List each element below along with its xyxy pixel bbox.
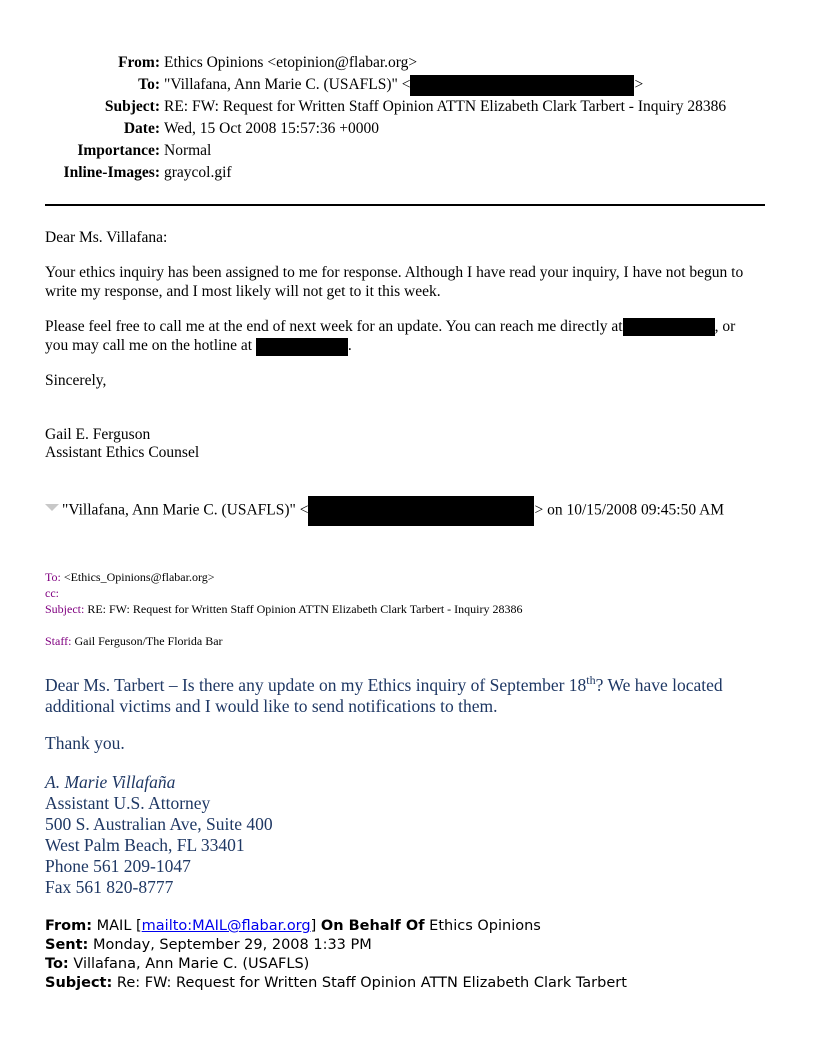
quoted-subject-label: Subject: — [45, 602, 85, 616]
reply-paragraph-2-part-d: . — [347, 337, 352, 355]
forwarded-from-row — [45, 917, 541, 936]
forwarded-from-label: From: — [45, 918, 92, 934]
quoted-staff-label: Staff: — [45, 634, 72, 648]
redaction-block — [410, 75, 634, 96]
forwarded-to-label: To: — [45, 956, 69, 972]
redaction-block — [256, 338, 348, 356]
header-inline-images-label: Inline-Images: — [63, 164, 160, 181]
quoted-to-row — [45, 569, 215, 585]
header-divider — [45, 204, 765, 206]
quoted-signature-title: Assistant U.S. Attorney — [45, 793, 211, 813]
header-subject-row — [0, 96, 816, 118]
reply-paragraph-2 — [45, 317, 770, 356]
forwarded-to-row — [45, 955, 309, 974]
forwarded-from-close: ] — [310, 918, 317, 934]
quoted-paragraph-1-part-b: ? We have located additional victims and I would like to send notifications to them. — [45, 674, 723, 716]
header-to-prefix: "Villafana, Ann Marie C. (USAFLS)" < — [164, 76, 411, 93]
forwarded-sent-row — [45, 936, 372, 955]
forwarded-behalf-label: On Behalf Of — [320, 918, 425, 934]
quoted-staff-value: Gail Ferguson/The Florida Bar — [74, 634, 223, 648]
header-inline-images-value: graycol.gif — [164, 164, 232, 181]
header-subject-label: Subject: — [104, 98, 160, 115]
forwarded-to-value: Villafana, Ann Marie C. (USAFLS) — [73, 956, 310, 972]
quoted-signature-address-1: 500 S. Australian Ave, Suite 400 — [45, 814, 273, 834]
quoted-paragraph-1 — [45, 670, 770, 717]
quoted-thanks: Thank you. — [45, 733, 125, 753]
quoted-sender-prefix: "Villafana, Ann Marie C. (USAFLS)" < — [62, 501, 309, 519]
header-importance-label: Importance: — [77, 142, 160, 159]
forwarded-subject-label: Subject: — [45, 975, 113, 991]
quoted-paragraph-1-part-a: Dear Ms. Tarbert – Is there any update on my Ethics inquiry of September 18 — [45, 674, 587, 695]
forwarded-subject-value: Re: FW: Request for Written Staff Opinion ATTN Elizabeth Clark Tarbert — [116, 975, 627, 991]
header-from-value: Ethics Opinions <etopinion@flabar.org> — [164, 54, 418, 71]
quoted-sender-suffix: > on 10/15/2008 09:45:50 AM — [534, 501, 725, 519]
quoted-staff-row — [45, 633, 223, 649]
quoted-cc-label: cc: — [45, 586, 59, 600]
quoted-signature-phone: Phone 561 209-1047 — [45, 856, 191, 876]
header-to-label: To: — [138, 76, 160, 93]
header-to-value — [164, 74, 643, 96]
reply-signer-name: Gail E. Ferguson — [45, 426, 151, 443]
collapse-triangle-icon[interactable] — [45, 504, 59, 511]
quoted-sender-line — [45, 496, 724, 526]
header-date-value: Wed, 15 Oct 2008 15:57:36 +0000 — [164, 120, 380, 137]
header-from-row — [0, 52, 816, 74]
header-importance-value: Normal — [164, 142, 212, 159]
quoted-to-label: To: — [45, 570, 61, 584]
reply-paragraph-2-part-b: , or — [714, 318, 736, 335]
header-from-label: From: — [118, 54, 160, 71]
header-to-row — [0, 74, 816, 96]
reply-paragraph-2-part-a: Please feel free to call me at the end of next week for an update. You can reach me directly at — [45, 318, 623, 335]
header-subject-value: RE: FW: Request for Written Staff Opinion ATTN Elizabeth Clark Tarbert - Inquiry 28386 — [164, 98, 727, 115]
reply-closing: Sincerely, — [45, 372, 107, 389]
quoted-signature-address-2: West Palm Beach, FL 33401 — [45, 835, 245, 855]
quoted-subject-value: RE: FW: Request for Written Staff Opinion ATTN Elizabeth Clark Tarbert - Inquiry 28386 — [87, 602, 523, 616]
forwarded-behalf-value: Ethics Opinions — [429, 918, 541, 934]
forwarded-from-name: MAIL [ — [96, 918, 142, 934]
redaction-block — [308, 496, 534, 526]
reply-paragraph-2-part-c: you may call me on the hotline at — [45, 337, 253, 355]
header-importance-row — [0, 140, 816, 162]
quoted-signature-name: A. Marie Villafaña — [45, 772, 176, 792]
forwarded-sent-value: Monday, September 29, 2008 1:33 PM — [92, 937, 372, 953]
reply-greeting: Dear Ms. Villafana: — [45, 229, 168, 246]
header-date-label: Date: — [123, 120, 160, 137]
reply-signer-title: Assistant Ethics Counsel — [45, 444, 200, 461]
header-date-row — [0, 118, 816, 140]
quoted-to-value: <Ethics_Opinions@flabar.org> — [63, 570, 215, 584]
reply-paragraph-1: Your ethics inquiry has been assigned to me for response. Although I have read your inquiry, I have not begun to write my response, and I most likely will not get to it this week. — [45, 264, 744, 300]
redaction-block — [623, 318, 715, 336]
quoted-cc-row — [45, 585, 59, 601]
quoted-signature-fax: Fax 561 820-8777 — [45, 877, 174, 897]
header-to-suffix: > — [634, 76, 644, 93]
quoted-subject-row — [45, 601, 522, 617]
email-header — [0, 52, 816, 184]
header-inline-images-row — [0, 162, 816, 184]
quoted-paragraph-1-sup: th — [586, 673, 596, 687]
forwarded-subject-row — [45, 974, 627, 993]
forwarded-sent-label: Sent: — [45, 937, 89, 953]
forwarded-mailto-link[interactable]: mailto:MAIL@flabar.org — [141, 918, 311, 934]
